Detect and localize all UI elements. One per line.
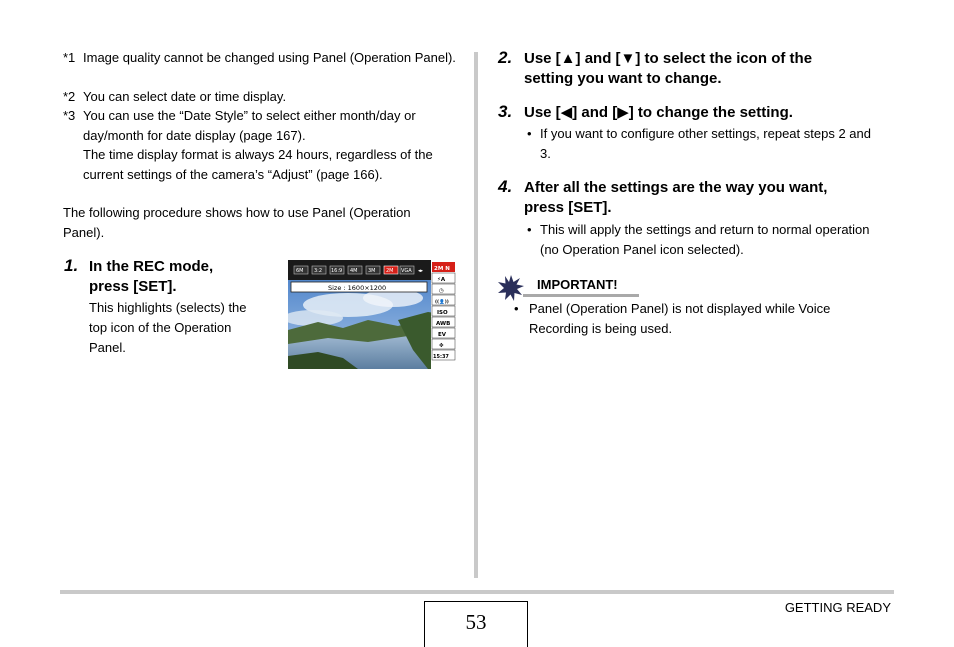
icon-vga: VGA [401, 268, 412, 274]
step4-title-line: press [SET]. [524, 199, 612, 216]
panel-icon-anti-shake: ((👤)) [435, 300, 449, 305]
panel-icon-image-size: 2M N [434, 266, 450, 272]
footnote-3-extra: The time display format is always 24 hours, regardless of the current settings of the camera’s “Adjust” (page 166). [83, 147, 433, 182]
step4-title-line: After all the settings are the way you want, [524, 179, 828, 196]
icon-3-2: 3:2 [314, 268, 323, 274]
camera-screen-svg [288, 260, 456, 369]
bullet-dot: • [527, 126, 532, 141]
step3-title: Use [◀] and [▶] to change the setting. [524, 104, 793, 121]
icon-16-9: 16:9 [331, 268, 343, 274]
intro-paragraph: The following procedure shows how to use Panel (Operation Panel). [63, 205, 411, 240]
step-number: 4. [498, 177, 513, 196]
panel-icon-self-timer: ◷ [439, 288, 444, 294]
panel-icon-flash: ⚡A [437, 277, 446, 283]
footnote-1 [63, 48, 463, 88]
bullet-line: (no Operation Panel icon selected). [540, 241, 744, 257]
important-label: IMPORTANT! [537, 277, 618, 292]
step2-title [524, 49, 904, 89]
footnote-3 [63, 106, 463, 146]
icon-6m: 6M [296, 268, 304, 274]
step1-desc-line: Panel. [89, 339, 126, 355]
bullet-dot: • [527, 222, 532, 237]
step1-desc-line: top icon of the Operation [89, 319, 232, 335]
important-starburst-icon [498, 275, 524, 301]
icon-4m: 4M [350, 268, 358, 274]
step1-title [89, 257, 213, 297]
panel-icon-ev: EV [438, 332, 447, 338]
camera-screen-image [288, 260, 456, 369]
bullet-dot: • [514, 301, 519, 316]
size-label: Size : 1600×1200 [328, 284, 387, 292]
footnote-2 [63, 87, 463, 107]
column-divider [474, 52, 478, 578]
footnote-text: Image quality cannot be changed using Panel (Operation Panel). [83, 50, 456, 65]
important-bullet [514, 299, 894, 339]
icon-3m: 3M [368, 268, 376, 274]
footnote-mark: *2 [63, 89, 76, 104]
step1-title-line: In the REC mode, [89, 258, 214, 275]
scroll-arrows-icon: ◂▸ [418, 268, 424, 274]
footnote-mark: *3 [63, 108, 76, 123]
footer-rule [60, 590, 894, 594]
bullet-line: Panel (Operation Panel) is not displayed while Voice [529, 301, 831, 316]
step4-title [524, 178, 904, 218]
bullet-line: This will apply the settings and return to normal operation [540, 222, 870, 237]
icon-2m: 2M [386, 268, 394, 274]
bullet-line: Recording is being used. [529, 320, 673, 336]
step3-bullet [527, 124, 907, 164]
section-title: GETTING READY [784, 600, 891, 615]
bullet-line: 3. [540, 145, 551, 161]
step2-title-line: setting you want to change. [524, 70, 722, 87]
step1-desc-line: This highlights (selects) the [89, 300, 247, 315]
panel-icon-iso: ISO [437, 310, 448, 316]
page-number: 53 [424, 601, 528, 647]
panel-icon-white-balance: AWB [436, 321, 451, 327]
step-number: 3. [498, 102, 513, 121]
panel-icon-time: 15:37 [433, 354, 449, 360]
step1-desc [89, 298, 247, 357]
footnote-mark: *1 [63, 50, 76, 65]
bullet-line: If you want to configure other settings, repeat steps 2 and [540, 126, 871, 141]
step-number: 2. [498, 48, 513, 67]
panel-icon-focus: ✥ [439, 343, 444, 349]
footnote-text: You can use the “Date Style” to select either month/day or day/month for date display (page 167). [83, 108, 416, 143]
step4-bullet [527, 220, 907, 260]
step1-title-line: press [SET]. [89, 278, 177, 295]
step-number: 1. [64, 256, 79, 275]
important-underline [523, 294, 639, 297]
step2-title-line: Use [▲] and [▼] to select the icon of the [524, 50, 813, 67]
footnote-text: You can select date or time display. [83, 89, 287, 104]
